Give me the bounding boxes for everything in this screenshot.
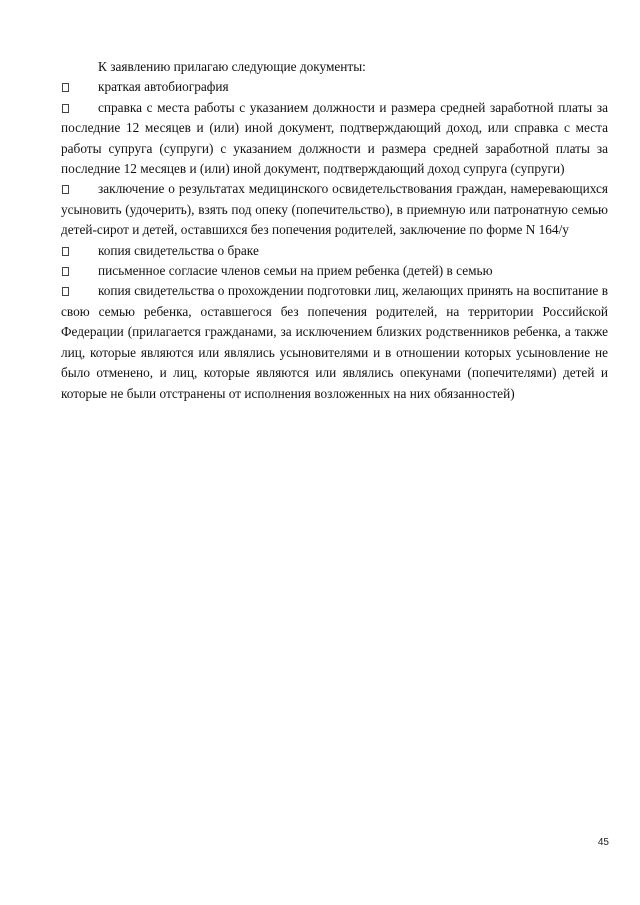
checkbox-icon	[62, 83, 69, 92]
list-item-text: письменное согласие членов семьи на прием ребенка (детей) в семью	[98, 263, 493, 279]
list-item-text: заключение о результатах медицинского освидетельствования граждан, намеревающихся усыновить (удочерить), взять под опеку (попечительство), в приемную или патронатную семью детей-сирот и детей, оставшихся без попечения родителей, заключение по форме N 164/у	[61, 181, 608, 238]
intro-line: К заявлению прилагаю следующие документы:	[98, 59, 366, 74]
checkbox-icon	[62, 185, 69, 194]
list-item	[61, 77, 608, 97]
list-item-text: справка с места работы с указанием должности и размера средней заработной платы за последние 12 месяцев и (или) иной документ, подтверждающий доход, или справка с места работы супруга (супруги) с указанием должности и размера средней заработной платы за последние 12 месяцев и (или) иной документ, подтверждающий доход супруга (супруги)	[61, 99, 608, 177]
list-item	[61, 281, 608, 403]
list-item-text: копия свидетельства о браке	[98, 242, 259, 258]
list-item-text: краткая автобиография	[98, 79, 229, 95]
checkbox-icon	[62, 267, 69, 276]
list-item	[61, 261, 608, 281]
checkbox-icon	[62, 247, 69, 256]
checkbox-icon	[62, 104, 69, 113]
checkbox-icon	[62, 287, 69, 296]
list-item	[61, 98, 608, 180]
list-item	[61, 179, 608, 240]
document-body	[61, 57, 608, 404]
page-number: 45	[597, 837, 609, 848]
list-item	[61, 241, 608, 261]
list-item-text: копия свидетельства о прохождении подготовки лиц, желающих принять на воспитание в свою семью ребенка, оставшегося без попечения родителей, на территории Российской Федерации (прилагается гражданами, за исключением близких родственников ребенка, а также лиц, которые являются или являлись усыновителями и в отношении которых усыновление не было отменено, и лиц, которые являются или являлись опекунами (попечителями) детей и которые не были отстранены от исполнения возложенных на них обязанностей)	[61, 283, 608, 401]
